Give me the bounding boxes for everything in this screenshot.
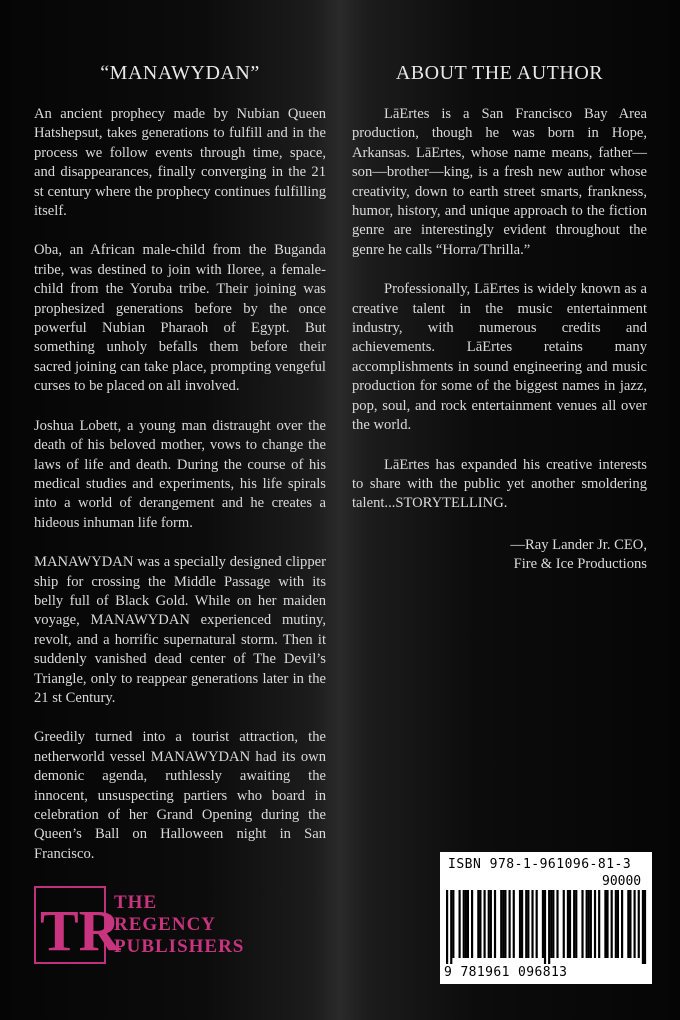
barcode-bar — [552, 890, 554, 958]
publisher-line: THE — [114, 892, 158, 913]
barcode-bar — [479, 890, 481, 958]
barcode-bar — [484, 890, 486, 958]
barcode-bar — [527, 890, 529, 958]
synopsis-title: “MANAWYDAN” — [100, 62, 260, 84]
barcode-bar — [504, 890, 506, 958]
barcode-bar — [531, 890, 533, 958]
barcode-bar — [494, 890, 496, 958]
author-title: ABOUT THE AUTHOR — [395, 62, 604, 84]
barcode-bar — [536, 890, 538, 958]
barcode-bar — [617, 890, 619, 958]
barcode-bar — [446, 890, 448, 964]
barcode-bar — [548, 890, 550, 964]
barcode-bar — [544, 890, 546, 964]
barcode-bar — [590, 890, 592, 958]
barcode-bar — [519, 890, 521, 958]
barcode-bar — [642, 890, 644, 964]
synopsis-paragraph: An ancient prophecy made by Nubian Queen Hatshepsut, takes generations to fulfill and in the process we follow events through time, space, and disappearances, finally converging in the 21 st century where the prophecy continues fulfilling itself. — [34, 106, 326, 220]
barcode-bar — [521, 890, 523, 958]
barcode-bar — [488, 890, 490, 958]
barcode-bar — [575, 890, 577, 958]
barcode-bar — [627, 890, 629, 958]
barcode-bar — [471, 890, 473, 958]
barcode-bar — [588, 890, 590, 958]
author-signature — [352, 536, 647, 575]
monogram-letters: TR — [40, 898, 121, 963]
barcode-bar — [621, 890, 623, 958]
publisher-line: PUBLISHERS — [114, 936, 245, 957]
isbn-number: ISBN 978-1-961096-81-3 — [448, 857, 632, 872]
publisher-logo — [34, 886, 274, 968]
barcode-bar — [556, 890, 558, 958]
isbn-barcode — [440, 852, 652, 984]
barcode-bars-icon — [446, 890, 646, 964]
synopsis-paragraph: Oba, an African male-child from the Buganda tribe, was destined to join with Iloree, a female-child from the Yoruba tribe. Their joining was prophesized generations before by the once powerful Nubian Pharaoh of Egypt. But something unholy befalls them before their sacred joining can take place, prompting vengeful curses to be placed on all involved. — [34, 242, 326, 395]
signature-line: Fire & Ice Productions — [513, 556, 647, 573]
barcode-bar — [467, 890, 469, 958]
synopsis-paragraph: Joshua Lobett, a young man distraught over the death of his beloved mother, vows to change the laws of life and death. During the course of his medical studies and experiments, his life spirals into a world of derangement and he creates a hideous inhuman life form. — [34, 417, 326, 531]
barcode-bar — [490, 890, 492, 958]
barcode-bar — [525, 890, 527, 958]
author-paragraph: Professionally, LāErtes is widely known as a creative talent in the music entertainment industry, with numerous credits and achievements. LāErtes retains many accomplishments in sound engineering and music production for some of the biggest names in jazz, pop, soul, and rock entertainment venues all over the world. — [352, 281, 647, 434]
barcode-bar — [606, 890, 608, 958]
barcode-bar — [598, 890, 600, 958]
barcode-bar — [502, 890, 504, 958]
barcode-bar — [477, 890, 479, 958]
barcode-bar — [638, 890, 640, 958]
barcode-bar — [513, 890, 515, 958]
barcode-bar — [459, 890, 461, 958]
barcode-bar — [594, 890, 596, 958]
barcode-bar — [629, 890, 631, 958]
author-paragraph: LāErtes is a San Francisco Bay Area production, though he was born in Hope, Arkansas. LāErtes, whose name means, father—son—brother—king, is a fresh new author whose creativity, down to earth street smarts, frankness, humor, history, and unique approach to the fiction genre are interestingly evident throughout the genre he calls “Horra/Thrilla.” — [352, 106, 647, 258]
barcode-bar — [586, 890, 588, 958]
barcode-bar — [604, 890, 606, 958]
barcode-bar — [452, 890, 454, 958]
barcode-bar — [615, 890, 617, 958]
barcode-bar — [465, 890, 467, 958]
barcode-bar — [509, 890, 511, 958]
barcode-bar — [644, 890, 646, 964]
barcode-bar — [573, 890, 575, 958]
synopsis-column — [34, 62, 326, 884]
barcode-bar — [500, 890, 502, 958]
barcode-bar — [563, 890, 565, 958]
barcode-bar — [567, 890, 569, 958]
barcode-bar — [450, 890, 452, 964]
barcode-digits: 9 781961 096813 — [444, 965, 568, 980]
barcode-bar — [542, 890, 544, 958]
author-paragraph: LāErtes has expanded his creative interests to share with the public yet another smoldering talent...STORYTELLING. — [352, 456, 647, 512]
publisher-name — [114, 892, 244, 958]
barcode-bar — [569, 890, 571, 958]
barcode-bar — [550, 890, 552, 958]
barcode-bar — [581, 890, 583, 958]
synopsis-paragraph: MANAWYDAN was a specially designed clipper ship for crossing the Middle Passage with its belly full of Black Gold. While on her maiden voyage, MANAWYDAN experienced mutiny, revolt, and a horrific supernatural storm. Then it suddenly vanished dead center of The Devil’s Triangle, only to reappear generations later in the 21 st Century. — [34, 554, 326, 706]
author-column — [352, 62, 647, 595]
price-code: 90000 — [602, 874, 642, 889]
synopsis-paragraph: Greedily turned into a tourist attraction, the netherworld vessel MANAWYDAN had its own demonic agenda, ruthlessly awaiting the innocent, unsuspecting partiers who board in celebration of her Grand Opening during the Queen’s Ball on Halloween night in San Francisco. — [34, 729, 326, 862]
barcode-bar — [463, 890, 465, 958]
barcode-bar — [634, 890, 636, 958]
signature-line: —Ray Lander Jr. CEO, — [510, 536, 647, 553]
publisher-monogram-icon — [34, 886, 121, 964]
barcode-bar — [611, 890, 613, 958]
publisher-line: REGENCY — [114, 914, 217, 935]
